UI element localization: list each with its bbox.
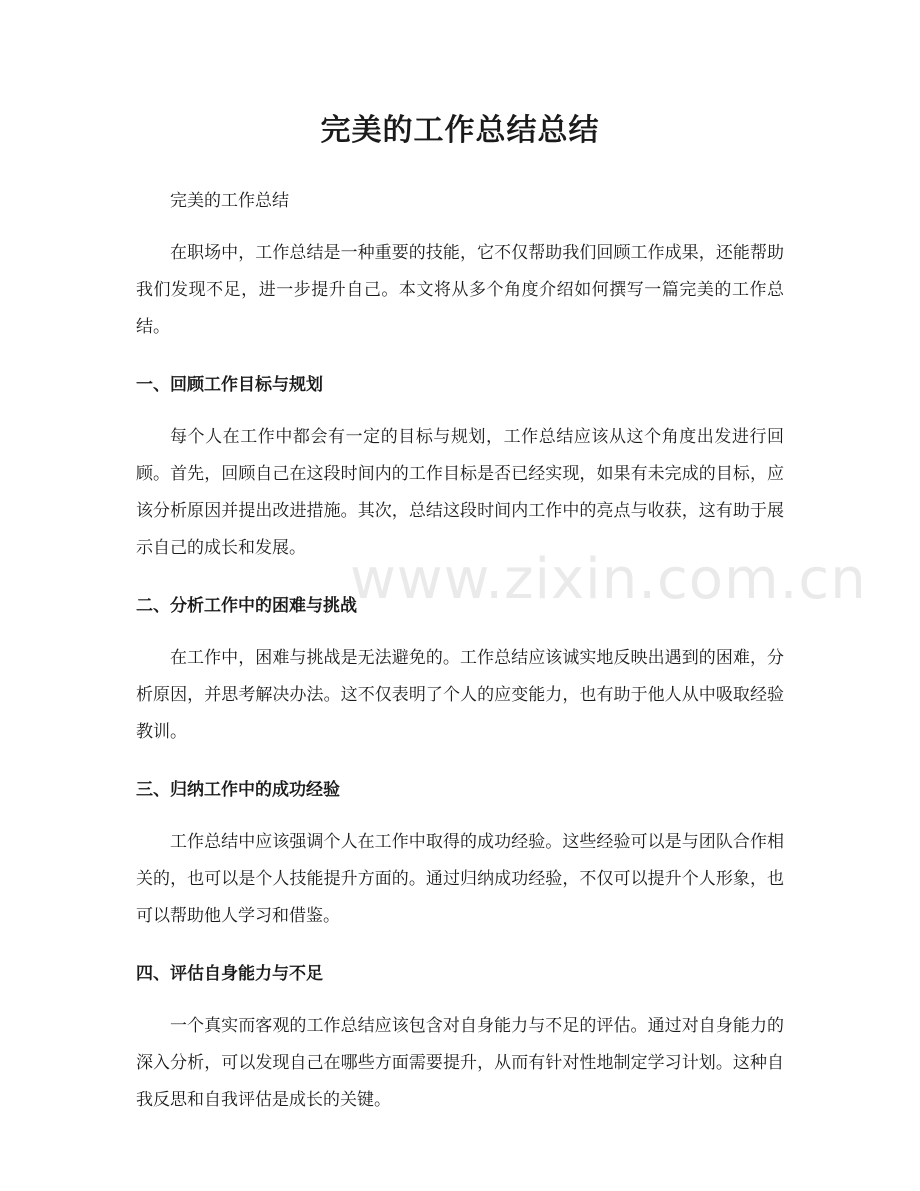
section-paragraph: 一个真实而客观的工作总结应该包含对自身能力与不足的评估。通过对自身能力的深入分析，可以发现自己在哪些方面需要提升，从而有针对性地制定学习计划。这种自我反思和自我评估是成长的关键。 [136, 1016, 784, 1110]
document-body [136, 183, 784, 1140]
section-heading: 三、归纳工作中的成功经验 [136, 780, 340, 800]
section-success-experience [136, 772, 784, 935]
section-paragraph: 在工作中，困难与挑战是无法避免的。工作总结应该诚实地反映出遇到的困难，分析原因，并思考解决办法。这不仅表明了个人的应变能力，也有助于他人从中吸取经验教训。 [136, 648, 784, 742]
document-subtitle: 完美的工作总结 [170, 191, 289, 211]
section-goals-review [136, 367, 784, 567]
section-heading: 二、分析工作中的困难与挑战 [136, 596, 357, 616]
document-title: 完美的工作总结总结 [320, 113, 600, 148]
section-self-assessment [136, 956, 784, 1119]
section-paragraph: 每个人在工作中都会有一定的目标与规划，工作总结应该从这个角度出发进行回顾。首先，回顾自己在这段时间内的工作目标是否已经实现，如果有未完成的目标，应该分析原因并提出改进措施。其次，总结这段时间内工作中的亮点与收获，这有助于展示自己的成长和发展。 [136, 427, 784, 558]
intro-paragraph: 在职场中，工作总结是一种重要的技能，它不仅帮助我们回顾工作成果，还能帮助我们发现不足，进一步提升自己。本文将从多个角度介绍如何撰写一篇完美的工作总结。 [136, 243, 784, 337]
watermark: www.zixin.com.cn [350, 547, 867, 612]
section-heading: 一、回顾工作目标与规划 [136, 375, 323, 395]
section-heading: 四、评估自身能力与不足 [136, 964, 323, 984]
section-paragraph: 工作总结中应该强调个人在工作中取得的成功经验。这些经验可以是与团队合作相关的，也可以是个人技能提升方面的。通过归纳成功经验，不仅可以提升个人形象，也可以帮助他人学习和借鉴。 [136, 832, 784, 926]
section-difficulties [136, 588, 784, 751]
